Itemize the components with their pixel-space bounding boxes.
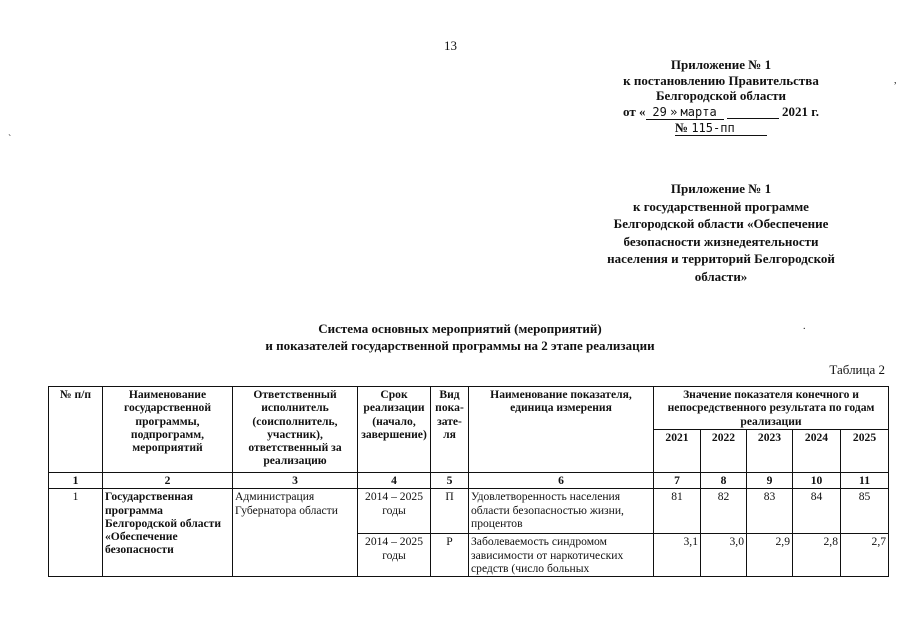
document-title (150, 321, 770, 354)
indicator-term: 2014 – 2025 годы (358, 534, 431, 577)
table-row (49, 489, 889, 534)
column-number: 7 (654, 473, 701, 489)
indicator-value: 84 (793, 489, 841, 534)
indicators-table (48, 386, 889, 577)
scan-mark: . (803, 321, 806, 332)
scan-mark: ` (8, 134, 12, 145)
number-value: 115-пп (691, 120, 735, 135)
appendix-line: Приложение № 1 (670, 181, 772, 196)
indicator-value: 2,9 (747, 534, 793, 577)
title-line: Система основных мероприятий (мероприятий) (318, 321, 602, 336)
date-year: 2021 г. (782, 103, 819, 119)
column-number: 5 (431, 473, 469, 489)
year-cell: 2023 (747, 430, 793, 473)
header-executor: Ответственный исполнитель (соисполнитель, участник), ответственный за реализацию (233, 387, 358, 473)
appendix-header-resolution (586, 57, 856, 136)
indicator-value: 3,1 (654, 534, 701, 577)
program-executor: Администрация Губернатора области (233, 489, 358, 577)
header-name: Наименование государственной программы, подпрограмм, мероприятий (103, 387, 233, 473)
indicator-value: 85 (841, 489, 889, 534)
date-prefix: от « (623, 103, 646, 119)
year-cell: 2022 (701, 430, 747, 473)
appendix-header-program (580, 180, 862, 285)
indicator-value: 2,8 (793, 534, 841, 577)
header-num: № п/п (49, 387, 103, 473)
resolution-date (586, 104, 856, 120)
date-month: марта (680, 104, 717, 119)
resolution-number (586, 120, 856, 136)
column-number: 9 (747, 473, 793, 489)
indicator-value: 2,7 (841, 534, 889, 577)
table-header-row (49, 387, 889, 430)
row-num: 1 (49, 489, 103, 577)
indicator-type: Р (431, 534, 469, 577)
indicator-term: 2014 – 2025 годы (358, 489, 431, 534)
date-day: 29 (652, 104, 667, 119)
column-number-row (49, 473, 889, 489)
column-number: 4 (358, 473, 431, 489)
appendix-line: к постановлению Правительства (623, 72, 819, 88)
program-name: Государственная программа Белгородской области «Обеспечение безопасности (103, 489, 233, 577)
header-type: Вид пока-зате-ля (431, 387, 469, 473)
appendix-line: области» (694, 268, 748, 284)
year-cell: 2021 (654, 430, 701, 473)
indicator-name: Удовлетворенность населения области безопасностью жизни, процентов (469, 489, 654, 534)
page-number: 13 (444, 38, 457, 53)
appendix-line: к государственной программе (633, 198, 809, 214)
appendix-line: Приложение № 1 (670, 57, 772, 72)
scan-mark: , (894, 75, 897, 86)
number-prefix: № (675, 119, 689, 135)
indicator-value: 3,0 (701, 534, 747, 577)
column-number: 10 (793, 473, 841, 489)
column-number: 3 (233, 473, 358, 489)
header-term: Срок реализации (начало, завершение) (358, 387, 431, 473)
column-number: 11 (841, 473, 889, 489)
title-line: и показателей государственной программы на 2 этапе реализации (265, 337, 655, 353)
column-number: 2 (103, 473, 233, 489)
column-number: 1 (49, 473, 103, 489)
indicator-type: П (431, 489, 469, 534)
column-number: 8 (701, 473, 747, 489)
indicator-value: 82 (701, 489, 747, 534)
indicator-name: Заболеваемость синдромом зависимости от наркотических средств (число больных (469, 534, 654, 577)
indicator-value: 83 (747, 489, 793, 534)
appendix-line: Белгородской области «Обеспечение (613, 216, 829, 231)
appendix-line: Белгородской области (655, 88, 787, 103)
indicator-value: 81 (654, 489, 701, 534)
appendix-line: населения и территорий Белгородской (607, 251, 835, 266)
header-indicator: Наименование показателя, единица измерения (469, 387, 654, 473)
year-cell: 2025 (841, 430, 889, 473)
year-cell: 2024 (793, 430, 841, 473)
table-label: Таблица 2 (829, 362, 885, 377)
appendix-line: безопасности жизнедеятельности (623, 233, 819, 249)
date-quote: » (670, 104, 678, 119)
column-number: 6 (469, 473, 654, 489)
header-values: Значение показателя конечного и непосредственного результата по годам реализации (654, 387, 889, 430)
